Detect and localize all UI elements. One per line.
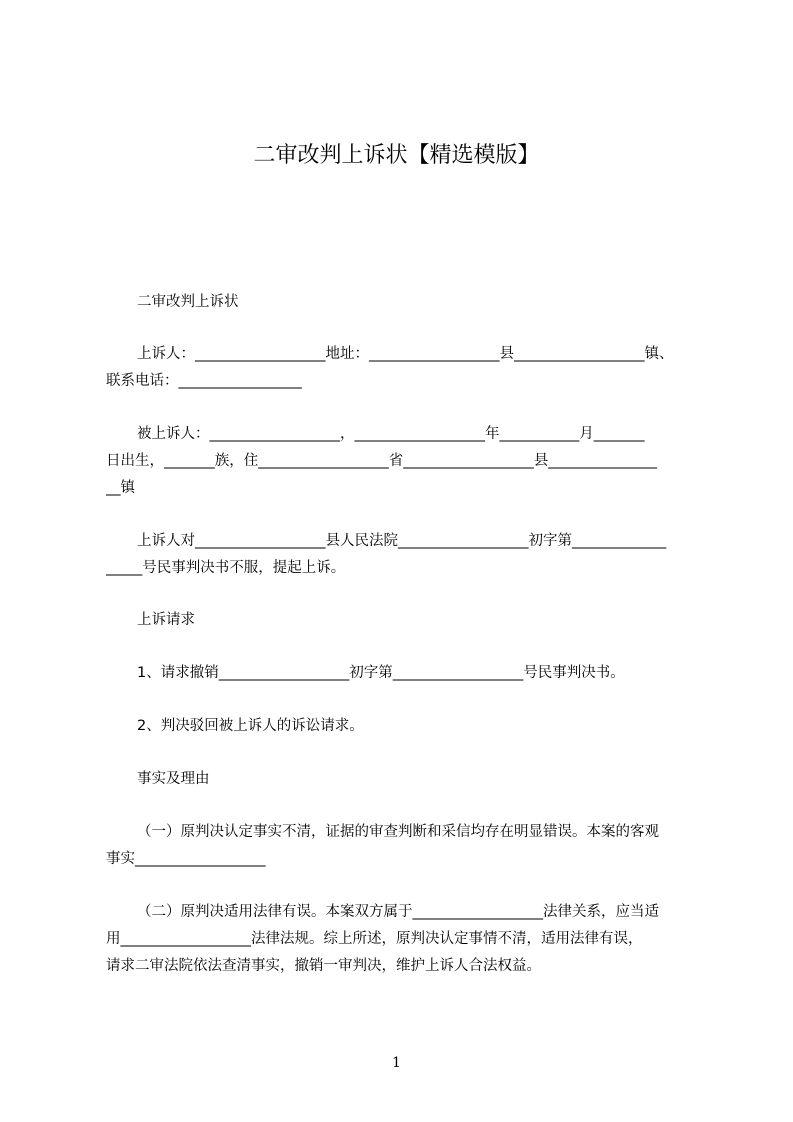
page-number: 1 [392,1055,401,1071]
facts-reasons-heading: 事实及理由 [137,771,210,787]
reason-2-line: （二）原判决适用法律有误。本案双方属于__________________法律关系，应当适 [137,904,659,920]
appeal-requests-heading: 上诉请求 [137,612,195,628]
appellee-birth-line: 日出生，_______族，住__________________省__________________县_______________ [106,453,657,469]
appeal-statement-cont: _____号民事判决书不服，提起上诉。 [106,560,346,576]
appellant-line: 上诉人：__________________地址：__________________县__________________镇、 [137,346,674,362]
appeal-statement-line: 上诉人对__________________县人民法院__________________初字第_____________ [137,533,667,549]
request-item-2: 2、判决驳回被上诉人的诉讼请求。 [137,718,364,734]
appellant-phone-line: 联系电话：_________________ [106,373,302,389]
section-heading: 二审改判上诉状 [137,294,239,310]
reason-1-line: （一）原判决认定事实不清，证据的审查判断和采信均存在明显错误。本案的客观 [137,824,659,840]
request-item-1: 1、请求撤销__________________初字第__________________号民事判决书。 [137,665,625,681]
reason-1-cont: 事实__________________ [106,851,266,867]
document-title: 二审改判上诉状【精选模版】 [253,143,540,168]
reason-2-cont: 用__________________法律法规。综上所述，原判决认定事情不清，适用法律有误， [106,931,643,947]
appellee-line: 被上诉人：__________________，__________________年___________月_______ [137,426,645,442]
appellee-town-line: __镇 [106,480,135,496]
reason-2-conclusion: 请求二审法院依法查清事实，撤销一审判决，维护上诉人合法权益。 [106,958,541,974]
